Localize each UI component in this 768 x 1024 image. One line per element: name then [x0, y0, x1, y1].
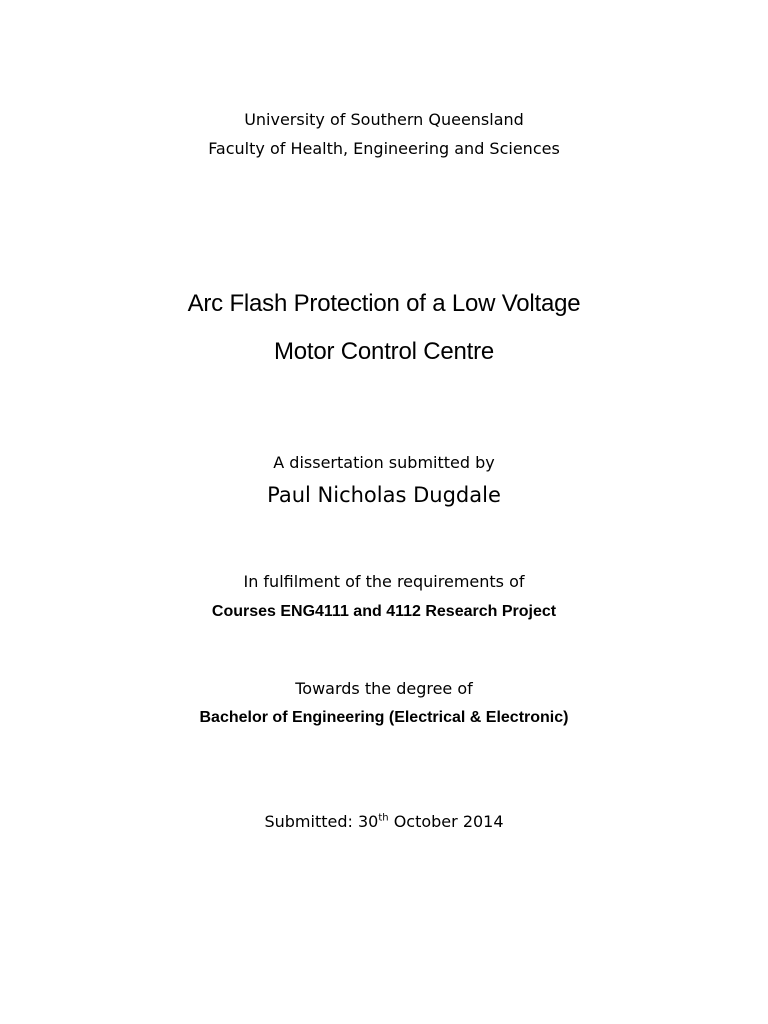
university-name: University of Southern Queensland — [244, 110, 524, 129]
submission-date — [0, 813, 768, 831]
submitted-by-label: A dissertation submitted by — [273, 453, 495, 472]
submission-date-prefix: Submitted: 30 — [264, 812, 379, 831]
author-name: Paul Nicholas Dugdale — [267, 483, 501, 507]
faculty-name: Faculty of Health, Engineering and Sciences — [208, 139, 560, 158]
submission-date-suffix: October 2014 — [388, 812, 504, 831]
degree-name: Bachelor of Engineering (Electrical & Electronic) — [199, 709, 569, 726]
submission-date-ordinal: th — [378, 812, 389, 824]
requirements-label: In fulfilment of the requirements of — [243, 572, 525, 591]
course-codes: Courses ENG4111 and 4112 Research Project — [211, 603, 557, 620]
dissertation-title-line-2: Motor Control Centre — [273, 338, 495, 365]
dissertation-title-line-1: Arc Flash Protection of a Low Voltage — [187, 290, 581, 317]
degree-label: Towards the degree of — [295, 679, 473, 698]
